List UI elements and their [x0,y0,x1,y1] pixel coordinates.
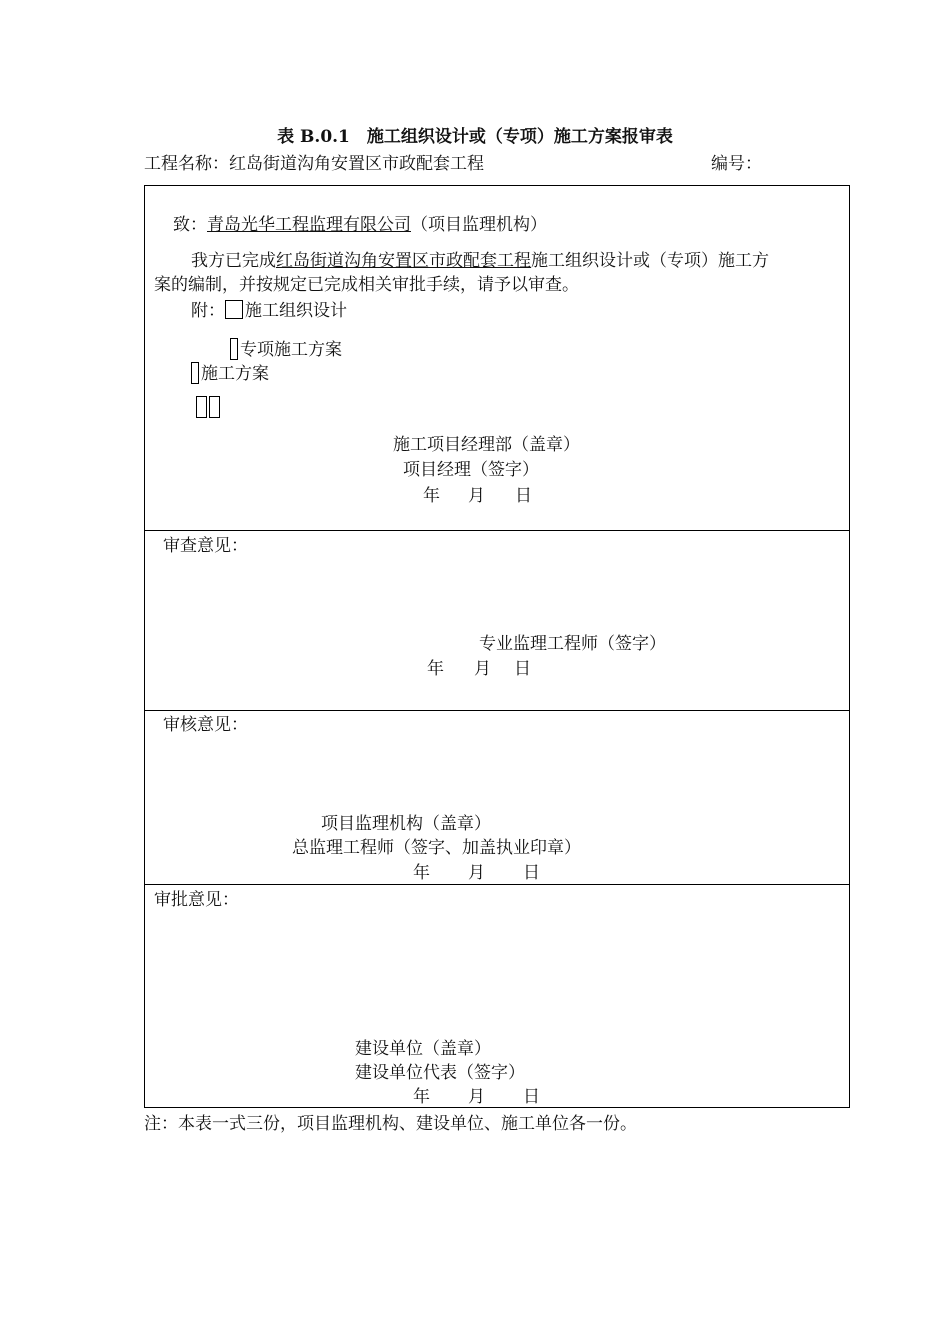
divider-approve [145,884,849,885]
number-label: 编号： [711,154,762,174]
date-year: 年 [413,1087,430,1107]
manager-sign: 项目经理（签字） [403,460,539,480]
date-year: 年 [427,659,444,679]
review-label: 审查意见： [163,536,248,556]
date-day: 日 [523,1087,540,1107]
date-year: 年 [423,486,440,506]
rep-sign: 建设单位代表（签字） [355,1063,525,1083]
body-project: 红岛街道沟角安置区市政配套工程 [276,251,531,271]
project-name: 红岛街道沟角安置区市政配套工程 [229,154,484,174]
empty-box[interactable] [196,396,207,418]
attachment-2-label: 专项施工方案 [240,340,342,360]
attachment-1 [191,300,347,321]
attachment-1-label: 施工组织设计 [245,301,347,321]
audit-date [413,863,540,883]
review-date [427,659,531,679]
org-stamp: 项目监理机构（盖章） [321,814,491,834]
supervisor-company: 青岛光华工程监理有限公司 [207,215,411,235]
project-name-row [144,154,484,174]
attachment-1-checkbox[interactable] [225,300,243,319]
footnote: 注：本表一式三份，项目监理机构、建设单位、施工单位各一份。 [144,1114,637,1134]
form-title: 表 B.0.1 施工组织设计或（专项）施工方案报审表 [277,127,673,147]
body-line-1 [191,251,769,271]
project-label: 工程名称： [144,154,229,174]
to-label: 致： [173,215,207,235]
attachment-3-checkbox[interactable] [191,362,199,384]
dept-stamp: 施工项目经理部（盖章） [393,435,580,455]
date-month: 月 [474,659,491,679]
date-month: 月 [468,1087,485,1107]
divider-audit [145,710,849,711]
date-year: 年 [413,863,430,883]
approve-label: 审批意见： [154,890,239,910]
to-suffix: （项目监理机构） [411,215,547,235]
date-day: 日 [523,863,540,883]
body-line-2: 案的编制，并按规定已完成相关审批手续，请予以审查。 [154,275,579,295]
chief-sign: 总监理工程师（签字、加盖执业印章） [292,838,581,858]
body-prefix: 我方已完成 [191,251,276,271]
addressee-line [173,215,547,235]
submit-date [423,486,532,506]
empty-boxes [196,396,222,418]
approve-date [413,1087,540,1107]
empty-box[interactable] [209,396,220,418]
divider-review [145,530,849,531]
date-month: 月 [468,486,485,506]
attachment-3 [191,362,269,384]
attachment-3-label: 施工方案 [201,364,269,384]
body-suffix: 施工组织设计或（专项）施工方 [531,251,769,271]
engineer-sign: 专业监理工程师（签字） [479,634,666,654]
audit-label: 审核意见： [163,715,248,735]
unit-stamp: 建设单位（盖章） [355,1039,491,1059]
date-day: 日 [514,659,531,679]
attachment-2 [230,338,342,360]
attachment-2-checkbox[interactable] [230,338,238,360]
attach-label: 附： [191,301,225,321]
date-month: 月 [468,863,485,883]
date-day: 日 [515,486,532,506]
